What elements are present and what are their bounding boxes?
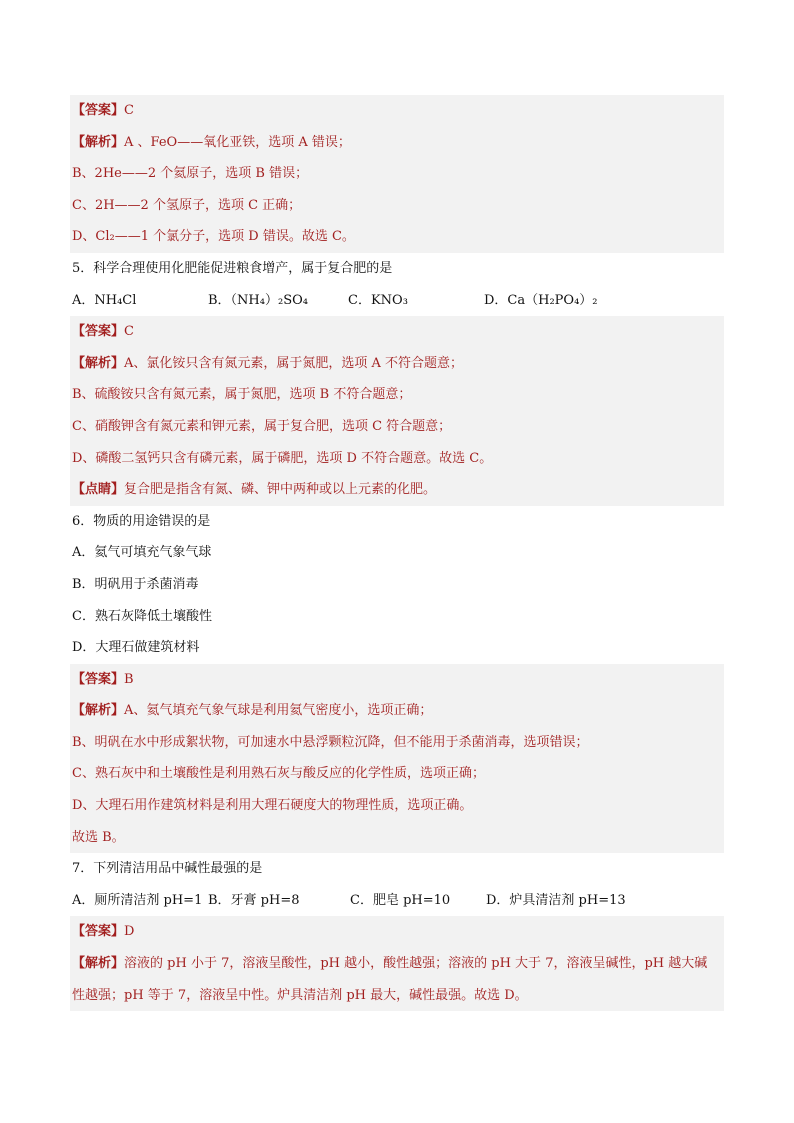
answer-value: C <box>124 324 134 340</box>
q6-analysis-3: C、熟石灰中和土壤酸性是利用熟石灰与酸反应的化学性质，选项正确； <box>70 758 724 790</box>
q5-answer <box>70 316 724 348</box>
analysis-tag: 【解析】 <box>72 703 125 719</box>
q6-analysis-4: D、大理石用作建筑材料是利用大理石硬度大的物理性质，选项正确。 <box>70 790 724 822</box>
answer-tag: 【答案】 <box>72 103 125 118</box>
analysis-tag: 【解析】 <box>72 355 125 371</box>
q7-answer <box>70 916 724 948</box>
q7-question: 7．下列清洁用品中碱性最强的是 <box>72 861 263 877</box>
q5-option-a: A．NH₄Cl <box>72 292 137 308</box>
q4-analysis-2: B、2He——2 个氦原子，选项 B 错误； <box>70 158 724 190</box>
q5-option-c: C．KNO₃ <box>348 292 408 308</box>
q7-option-b: B．牙膏 pH=8 <box>208 892 300 908</box>
q7-analysis-1: 【解析】溶液的 pH 小于 7，溶液呈酸性，pH 越小，酸性越强；溶液的 pH 大于 7，溶液呈碱性，pH 越大碱 <box>70 948 724 980</box>
answer-tag: 【答案】 <box>72 924 125 940</box>
q7-option-c: C．肥皂 pH=10 <box>350 892 451 908</box>
q7-analysis-2: 性越强；pH 等于 7，溶液呈中性。炉具清洁剂 pH 最大，碱性最强。故选 D。 <box>70 980 724 1012</box>
q6-option-b: B．明矾用于杀菌消毒 <box>72 576 199 592</box>
analysis-tag: 【解析】 <box>72 956 125 972</box>
answer-value: D <box>124 924 135 940</box>
q6-option-a: A．氦气可填充气象气球 <box>72 545 212 561</box>
q6-analysis-5: 故选 B。 <box>70 822 724 854</box>
q4-analysis-4: D、Cl₂——1 个氯分子，选项 D 错误。故选 C。 <box>70 221 724 253</box>
q4-analysis-3: C、2H——2 个氢原子，选项 C 正确； <box>70 190 724 222</box>
answer-tag: 【答案】 <box>72 324 125 340</box>
q5-analysis-2: B、硫酸铵只含有氮元素，属于氮肥，选项 B 不符合题意； <box>70 379 724 411</box>
q5-option-b: B．（NH₄）₂SO₄ <box>208 292 308 308</box>
q6-analysis-2: B、明矾在水中形成絮状物，可加速水中悬浮颗粒沉降，但不能用于杀菌消毒，选项错误； <box>70 727 724 759</box>
answer-tag: 【答案】 <box>72 671 125 687</box>
q5-question: 5．科学合理使用化肥能促进粮食增产，属于复合肥的是 <box>72 260 393 276</box>
q5-analysis-3: C、硝酸钾含有氮元素和钾元素，属于复合肥，选项 C 符合题意； <box>70 411 724 443</box>
q6-answer <box>70 664 724 696</box>
q6-question: 6．物质的用途错误的是 <box>72 513 211 529</box>
q4-answer <box>70 95 724 127</box>
answer-value: C <box>124 103 134 118</box>
analysis-tag: 【解析】 <box>72 134 125 150</box>
q4-analysis-1: 【解析】A 、FeO——氧化亚铁，选项 A 错误； <box>70 127 724 159</box>
q6-option-c: C．熟石灰降低土壤酸性 <box>72 608 212 624</box>
q5-tip: 【点睛】复合肥是指含有氮、磷、钾中两种或以上元素的化肥。 <box>70 474 724 506</box>
answer-value: B <box>124 671 134 687</box>
q5-options <box>70 285 724 317</box>
q5-analysis-4: D、磷酸二氢钙只含有磷元素，属于磷肥，选项 D 不符合题意。故选 C。 <box>70 443 724 475</box>
q6-analysis-1: 【解析】A、氦气填充气象气球是利用氦气密度小，选项正确； <box>70 695 724 727</box>
q6-option-d: D．大理石做建筑材料 <box>72 640 200 656</box>
q7-options <box>70 885 724 917</box>
q7-option-d: D．炉具清洁剂 pH=13 <box>486 892 626 908</box>
content-column <box>70 95 724 1011</box>
q5-analysis-1: 【解析】A、氯化铵只含有氮元素，属于氮肥，选项 A 不符合题意； <box>70 348 724 380</box>
q7-option-a: A．厕所清洁剂 pH=1 <box>72 892 203 908</box>
tip-tag: 【点睛】 <box>72 482 125 498</box>
q5-option-d: D．Ca（H₂PO₄）₂ <box>484 292 598 308</box>
